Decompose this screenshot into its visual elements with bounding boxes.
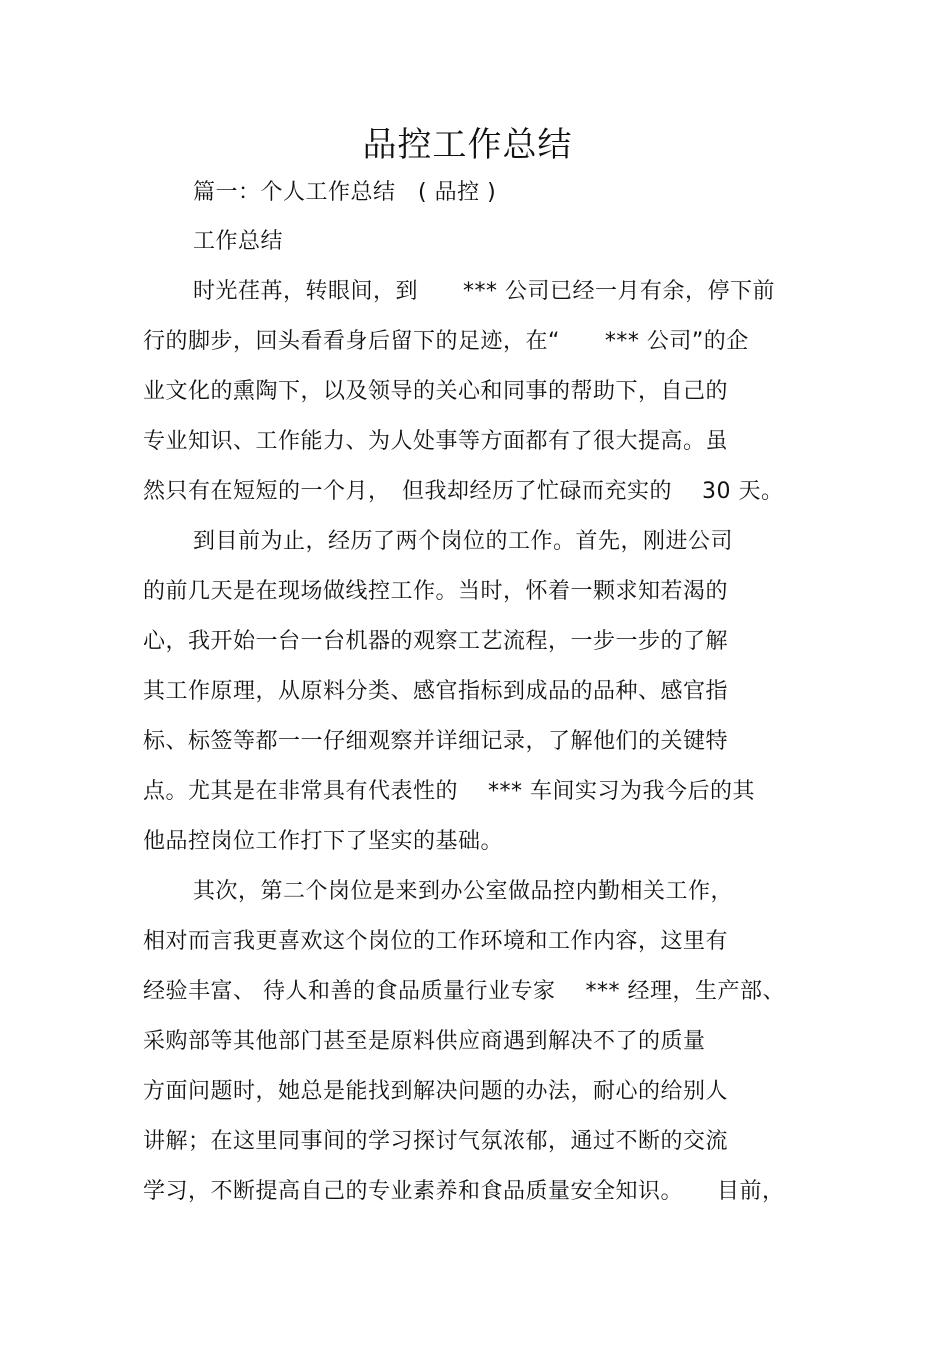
paragraph-line: 经验丰富、 待人和善的食品质量行业专家 *** 经理，生产部、: [143, 979, 785, 1004]
section-heading: 篇一：个人工作总结 ( 品控 ): [193, 180, 497, 205]
document-title: 品控工作总结: [362, 125, 573, 165]
paragraph-line: 然只有在短短的一个月， 但我却经历了忙碌而充实的 30 天。: [143, 479, 784, 504]
paragraph-line: 方面问题时，她总是能找到解决问题的办法，耐心的给别人: [143, 1079, 729, 1104]
paragraph-line: 讲解；在这里同事间的学习探讨气氛浓郁，通过不断的交流: [143, 1129, 729, 1154]
paragraph-line: 学习，不断提高自己的专业素养和食品质量安全知识。 目前，: [143, 1179, 785, 1204]
paragraph-line: 相对而言我更喜欢这个岗位的工作环境和工作内容，这里有: [143, 929, 729, 954]
paragraph-line: 到目前为止，经历了两个岗位的工作。首先，刚进公司: [193, 529, 734, 554]
paragraph-line: 标、标签等都一一仔细观察并详细记录，了解他们的关键特: [143, 729, 729, 754]
paragraph-line: 专业知识、工作能力、为人处事等方面都有了很大提高。虽: [143, 429, 729, 454]
paragraph-line: 业文化的熏陶下，以及领导的关心和同事的帮助下，自己的: [143, 379, 729, 404]
paragraph-line: 点。尤其是在非常具有代表性的 *** 车间实习为我今后的其: [143, 779, 755, 804]
paragraph-line: 采购部等其他部门甚至是原料供应商遇到解决不了的质量: [143, 1029, 706, 1054]
paragraph-line: 的前几天是在现场做线控工作。当时，怀着一颗求知若渴的: [143, 579, 729, 604]
subheading: 工作总结: [193, 229, 284, 254]
paragraph-line: 其工作原理，从原料分类、感官指标到成品的品种、感官指: [143, 679, 729, 704]
paragraph-line: 心，我开始一台一台机器的观察工艺流程，一步一步的了解: [143, 629, 729, 654]
paragraph-line: 时光荏苒，转眼间，到 *** 公司已经一月有余，停下前: [193, 279, 775, 304]
paragraph-line: 行的脚步，回头看看身后留下的足迹，在“ *** 公司”的企: [143, 329, 749, 354]
paragraph-line: 其次，第二个岗位是来到办公室做品控内勤相关工作，: [193, 879, 734, 904]
paragraph-line: 他品控岗位工作打下了坚实的基础。: [143, 829, 504, 854]
